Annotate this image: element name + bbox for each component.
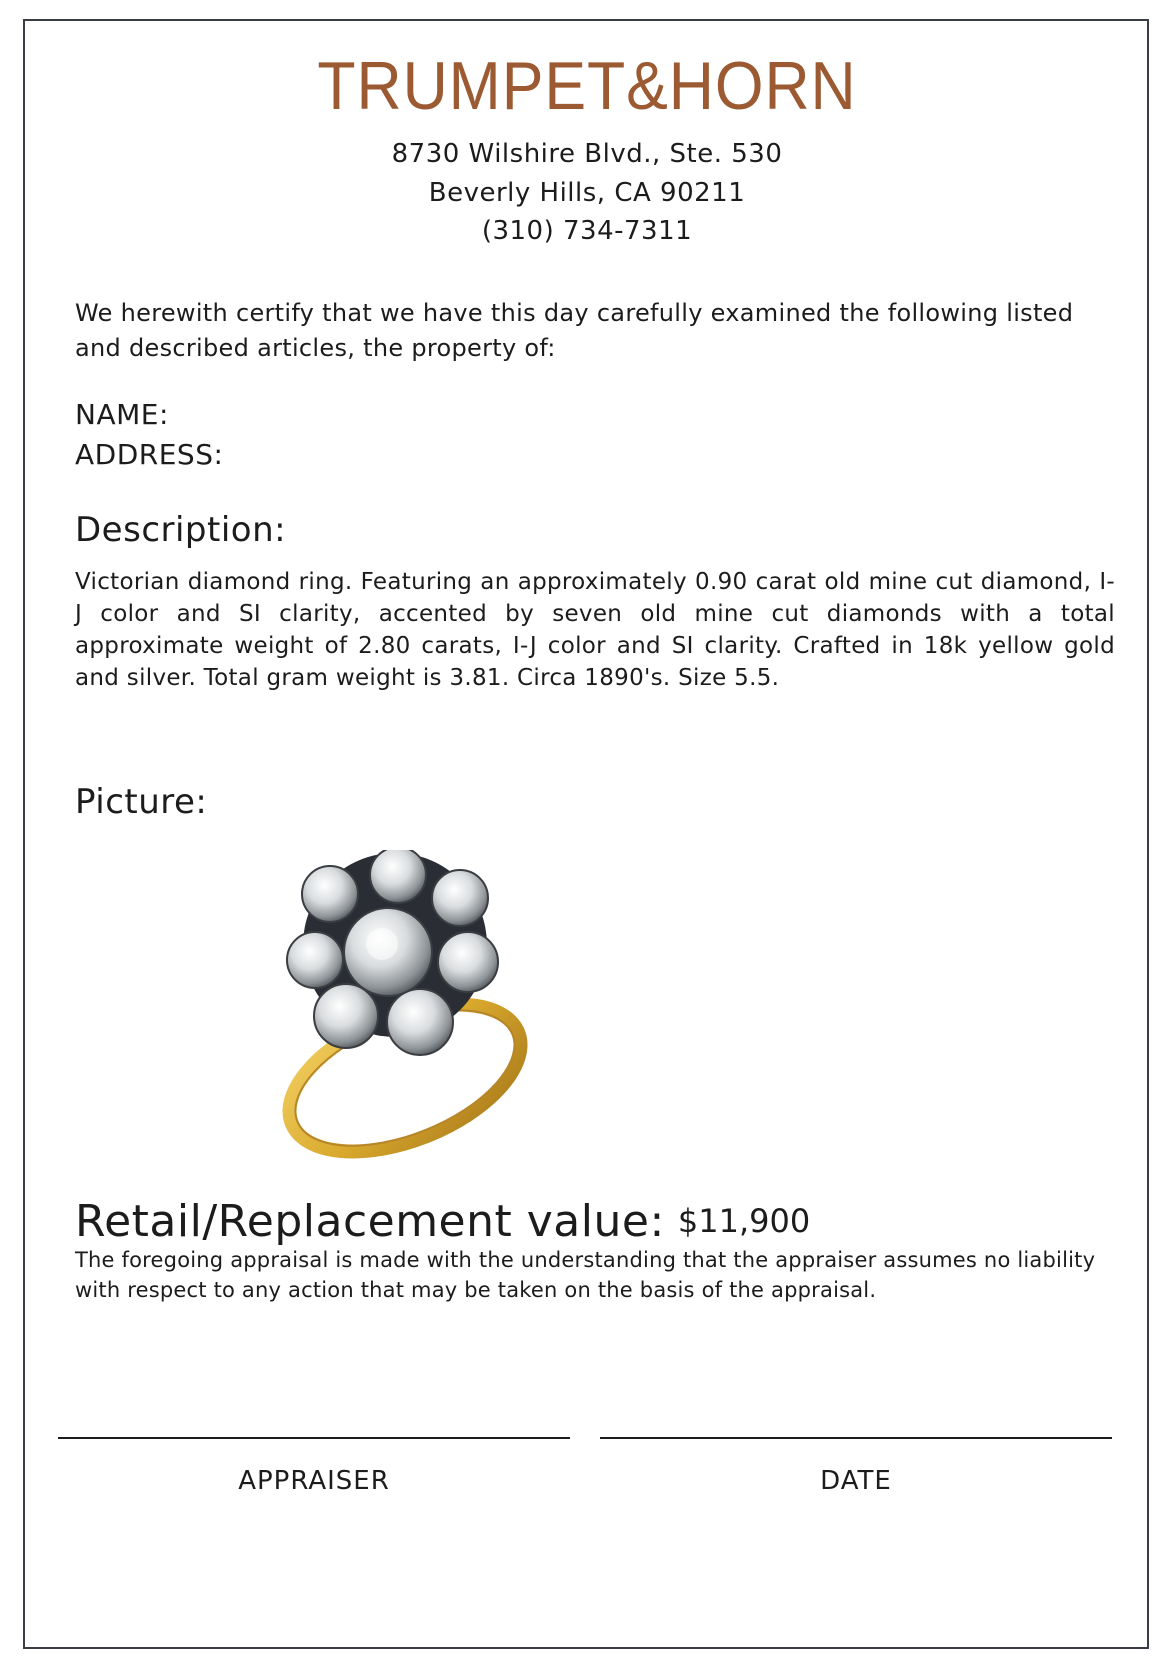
appraiser-signature-line [58,1437,570,1439]
date-signature-line [600,1437,1112,1439]
phone-number: (310) 734-7311 [481,216,693,246]
valuation-row [75,1196,810,1247]
disclaimer-text: The foregoing appraisal is made with the understanding that the appraiser assumes no liability with respect to any action that may be taken on the basis of the appraisal. [75,1248,1096,1302]
valuation-label: Retail/Replacement value: [75,1196,665,1247]
address-line-2: Beverly Hills, CA 90211 [428,178,746,208]
picture-heading: Picture: [75,782,208,822]
name-label: NAME: [75,398,169,431]
valuation-amount: $11,900 [677,1202,811,1240]
description-text: Victorian diamond ring. Featuring an approximately 0.90 carat old mine cut diamond, I-J color and SI clarity, accented by seven old mine cut diamonds with a total approximate weight of 2.80 carats, I-J color and SI clarity. Crafted in 18k yellow gold and silver. Total gram weight is 3.81. Circa 1890's. Size 5.5. [75,569,1115,691]
ring-image [270,850,560,1160]
brand-logo: TRUMPET&HORN [317,48,857,124]
owner-address-label: ADDRESS: [75,438,224,471]
certification-statement: We herewith certify that we have this day carefully examined the following listed and described articles, the property of: [75,299,1074,362]
address-line-1: 8730 Wilshire Blvd., Ste. 530 [391,139,783,169]
description-heading: Description: [75,510,287,550]
document-border [23,19,1149,1649]
date-label: DATE [820,1466,892,1496]
appraiser-label: APPRAISER [238,1466,390,1496]
